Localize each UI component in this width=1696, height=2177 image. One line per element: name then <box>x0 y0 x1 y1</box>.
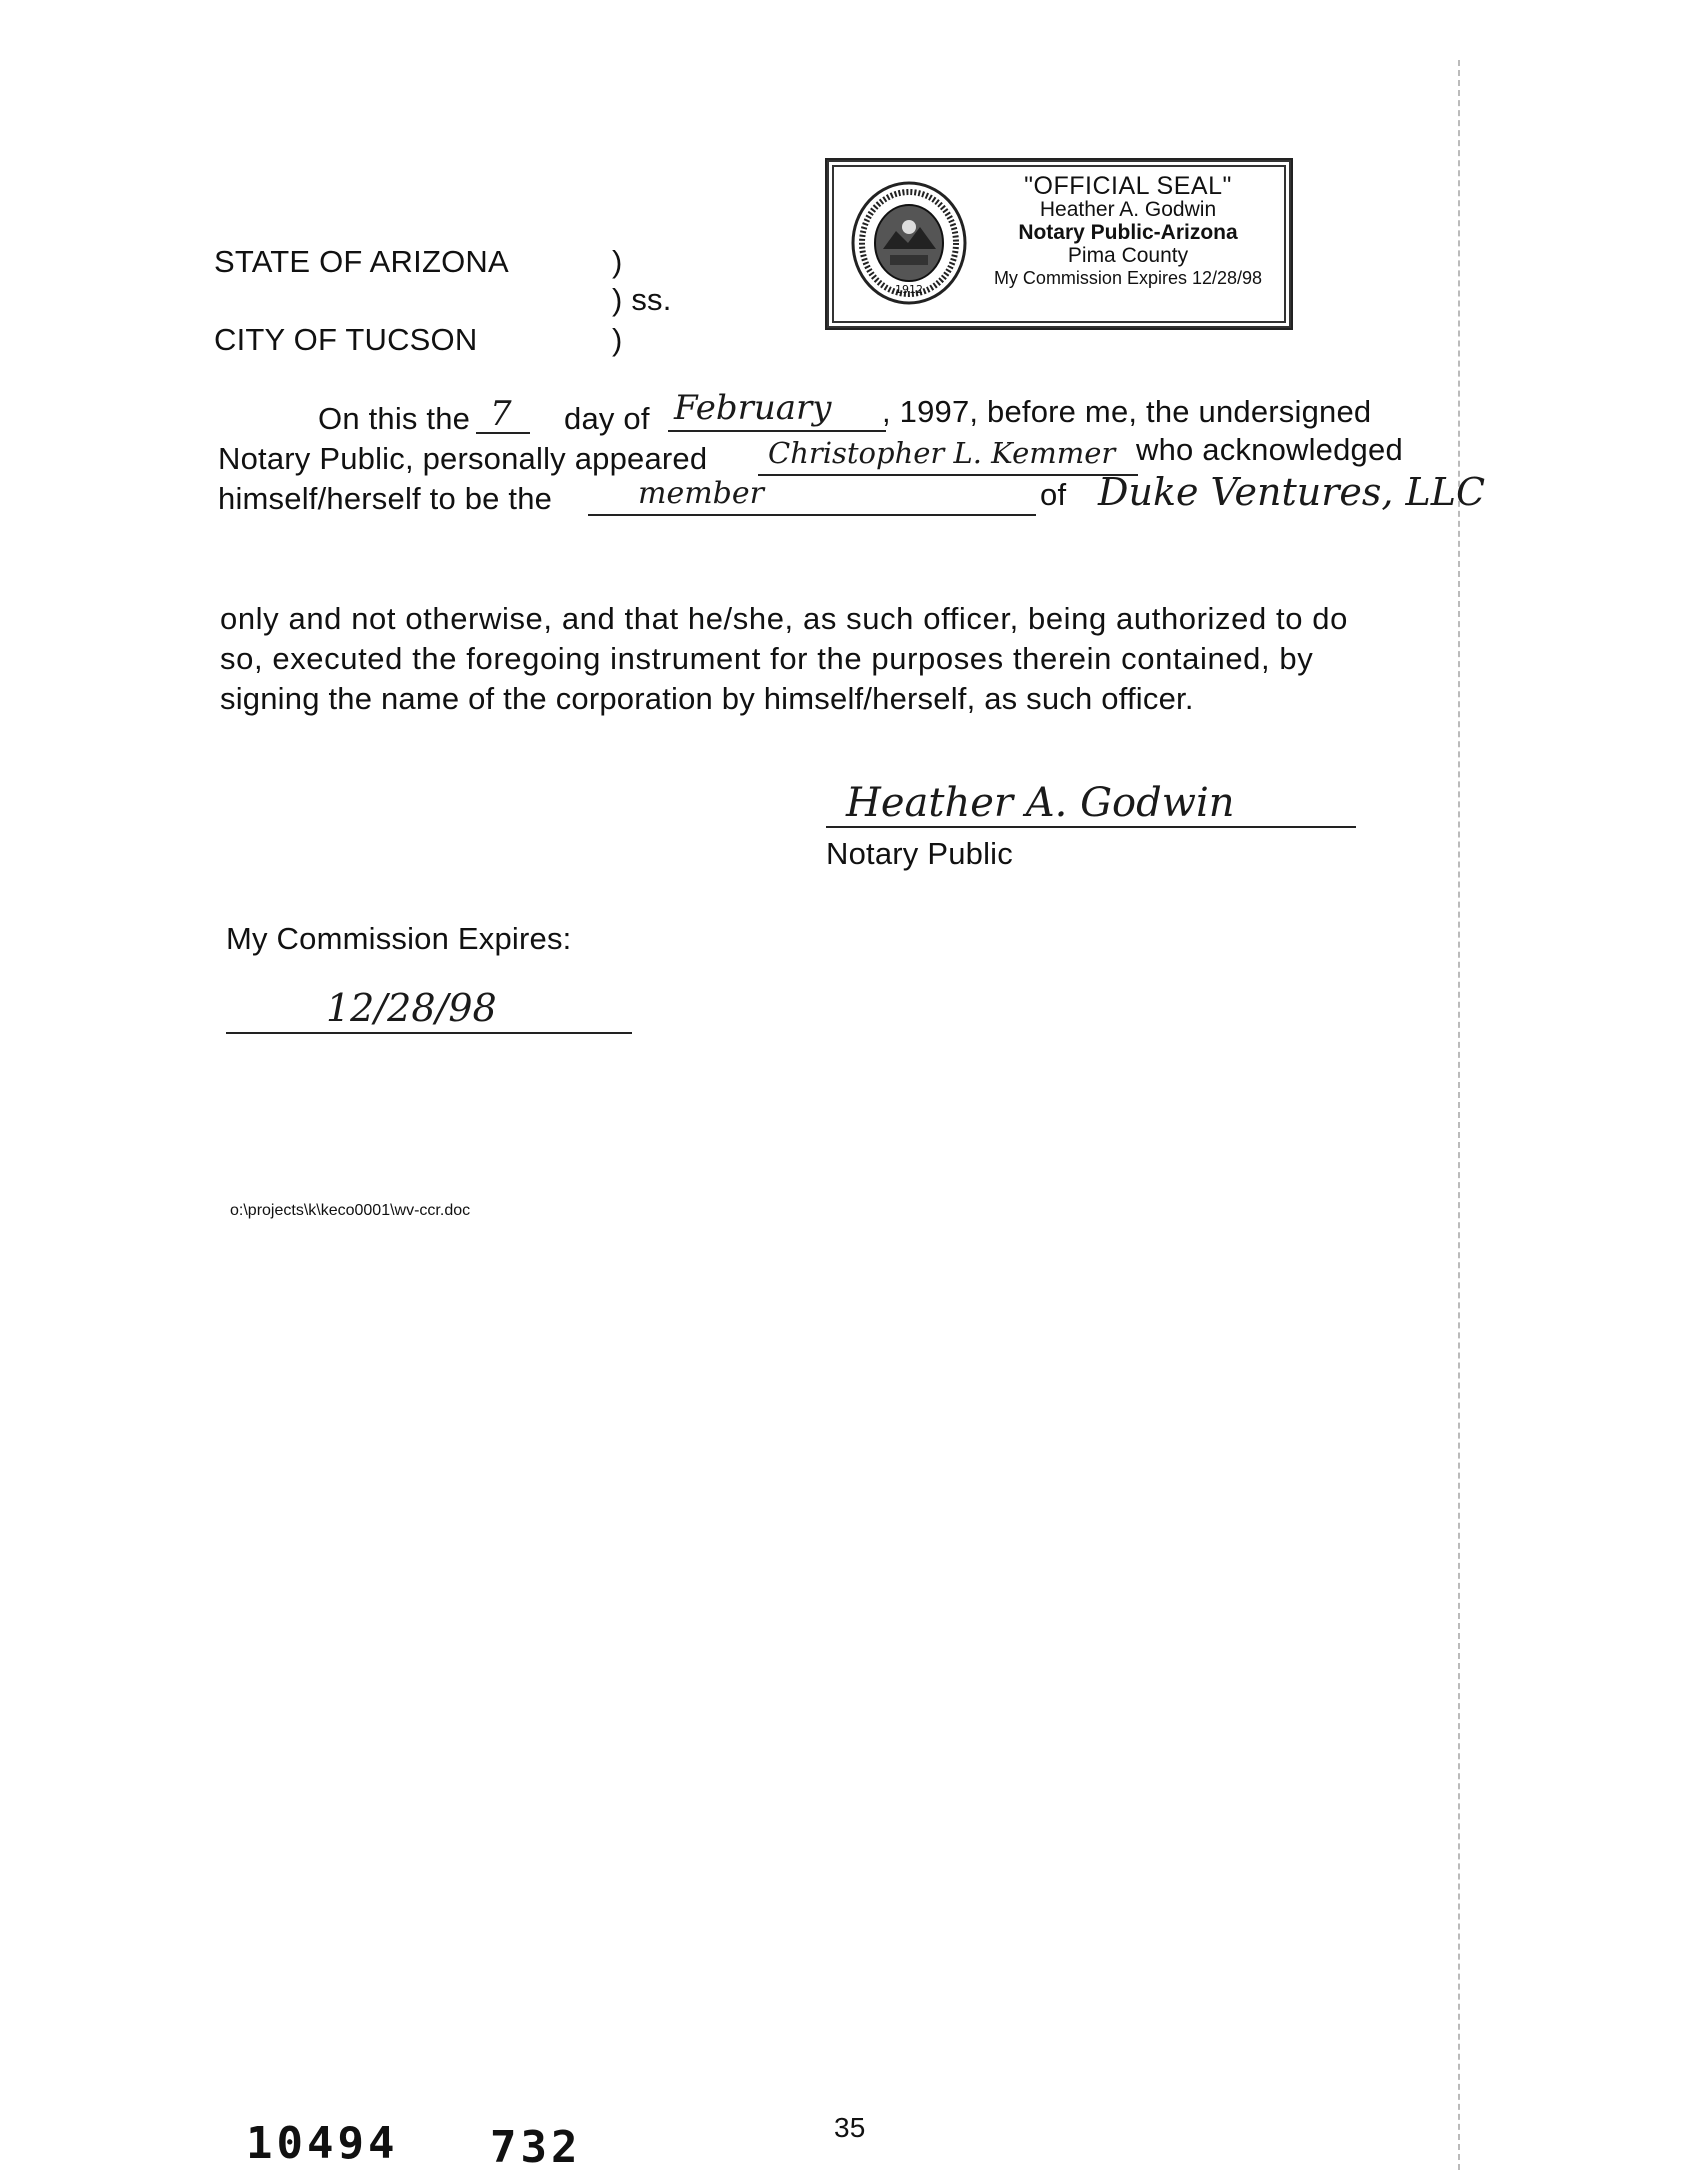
title-blank <box>588 474 1036 516</box>
seal-office: Notary Public-Arizona <box>1018 221 1238 244</box>
ack-line2-prefix: Notary Public, personally appeared <box>218 441 708 476</box>
venue-ss: ) ss. <box>612 282 672 317</box>
title-handwritten: member <box>638 476 764 511</box>
docket-number: 10494 <box>246 2118 399 2169</box>
person-handwritten: Christopher L. Kemmer <box>768 436 1116 470</box>
month-handwritten: February <box>674 388 832 428</box>
ack-line1-suffix: , 1997, before me, the undersigned <box>882 394 1372 429</box>
day-handwritten: 7 <box>490 394 512 434</box>
commission-date-handwritten: 12/28/98 <box>326 986 497 1030</box>
ack-para2-line2: so, executed the foregoing instrument for the purposes therein contained, by <box>220 641 1314 676</box>
seal-emblem-year: 1912 <box>895 283 923 296</box>
commission-date-blank <box>226 984 632 1034</box>
ack-para2-line3: signing the name of the corporation by himself/herself, as such officer. <box>220 681 1194 716</box>
venue-state: STATE OF ARIZONA <box>214 244 509 279</box>
person-blank <box>758 434 1138 476</box>
scan-edge-line <box>1458 60 1460 2170</box>
docket-page: 732 <box>490 2122 582 2173</box>
venue-city: CITY OF TUCSON <box>214 322 478 357</box>
signature-label: Notary Public <box>826 836 1013 871</box>
state-seal-emblem <box>850 179 968 307</box>
ack-para2-line1: only and not otherwise, and that he/she, as such officer, being authorized to do <box>220 601 1348 636</box>
commission-label: My Commission Expires: <box>226 921 572 956</box>
seal-county: Pima County <box>1067 244 1189 267</box>
seal-text-block <box>968 172 1288 290</box>
seal-title: "OFFICIAL SEAL" <box>1024 172 1232 200</box>
ack-line1-dayof: day of <box>564 401 650 436</box>
ack-line3-of: of <box>1040 477 1067 512</box>
signature-line <box>826 776 1356 828</box>
notary-signature: Heather A. Godwin <box>846 780 1235 826</box>
venue-paren-bottom: ) <box>612 322 623 357</box>
seal-notary-name: Heather A. Godwin <box>1039 198 1217 221</box>
day-blank <box>476 394 530 434</box>
ack-line3-prefix: himself/herself to be the <box>218 481 553 516</box>
file-path: o:\projects\k\keco0001\wv-ccr.doc <box>230 1202 471 1219</box>
venue-paren-top: ) <box>612 244 623 279</box>
entity-handwritten: Duke Ventures, LLC <box>1098 470 1486 514</box>
ack-line1-prefix: On this the <box>318 401 471 436</box>
month-blank <box>668 388 886 432</box>
ack-line2-suffix: who acknowledged <box>1136 432 1403 467</box>
page-number: 35 <box>834 2112 866 2143</box>
seal-expiration: My Commission Expires 12/28/98 <box>993 268 1263 288</box>
official-seal-stamp <box>825 158 1293 330</box>
